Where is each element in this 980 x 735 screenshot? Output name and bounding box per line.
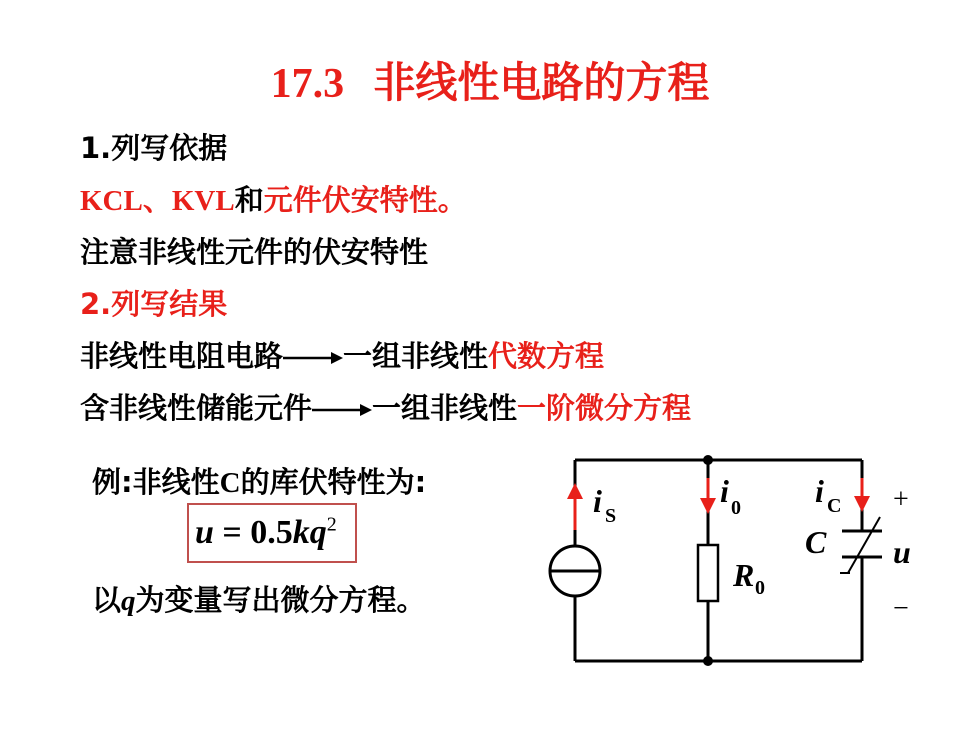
task-suffix: 为变量写出微分方程。 — [135, 583, 426, 617]
label-r0: R — [733, 557, 755, 593]
title-text: 非线性电路的方程 — [373, 58, 710, 107]
resistive-result: 代数方程 — [488, 339, 605, 373]
title-number: 17.3 — [270, 61, 345, 107]
section1-heading: 1.列写依据 — [80, 131, 228, 165]
label-is: i — [593, 483, 602, 519]
arrow-is-icon — [567, 483, 583, 530]
note-line: 注意非线性元件的伏安特性 — [80, 235, 429, 269]
example-intro-c: C — [219, 467, 241, 499]
resistive-prefix: 非线性电阻电路 — [80, 339, 284, 373]
label-i0: i — [720, 473, 729, 509]
formula-exp: 2 — [326, 513, 337, 536]
label-plus: + — [893, 484, 909, 515]
task-q: q — [121, 585, 136, 617]
formula-eq: = 0.5 — [213, 514, 293, 551]
storage-result: 一阶微分方程 — [517, 391, 692, 425]
label-c: C — [805, 524, 827, 560]
task-prefix: 以 — [92, 583, 122, 617]
storage-prefix: 含非线性储能元件 — [80, 391, 313, 425]
label-ic-sub: C — [827, 495, 842, 517]
basis-kcl-kvl: KCL、KVL — [80, 185, 235, 217]
formula-u: u — [195, 514, 214, 551]
label-minus: − — [893, 593, 909, 624]
node-bottom — [703, 656, 713, 666]
label-u: u — [893, 534, 911, 570]
basis-vi: 元件伏安特性。 — [263, 183, 467, 217]
label-r0-sub: 0 — [755, 577, 765, 599]
label-i0-sub: 0 — [731, 497, 741, 519]
current-source-icon — [550, 546, 600, 596]
section2-heading: 2.列写结果 — [80, 287, 228, 321]
arrow-ic-icon — [854, 478, 870, 512]
resistor-r0-icon — [698, 545, 718, 601]
formula-kq: kq — [292, 514, 327, 551]
resistive-mid: 一组非线性 — [343, 339, 489, 373]
arrow-i0-icon — [700, 478, 716, 514]
label-is-sub: S — [605, 505, 617, 527]
basis-he: 和 — [234, 183, 264, 217]
node-top — [703, 455, 713, 465]
example-intro-prefix: 例:非线性 — [92, 465, 220, 499]
storage-mid: 一组非线性 — [372, 391, 518, 425]
label-ic: i — [815, 473, 824, 509]
example-intro-suffix: 的库伏特性为: — [240, 465, 427, 499]
